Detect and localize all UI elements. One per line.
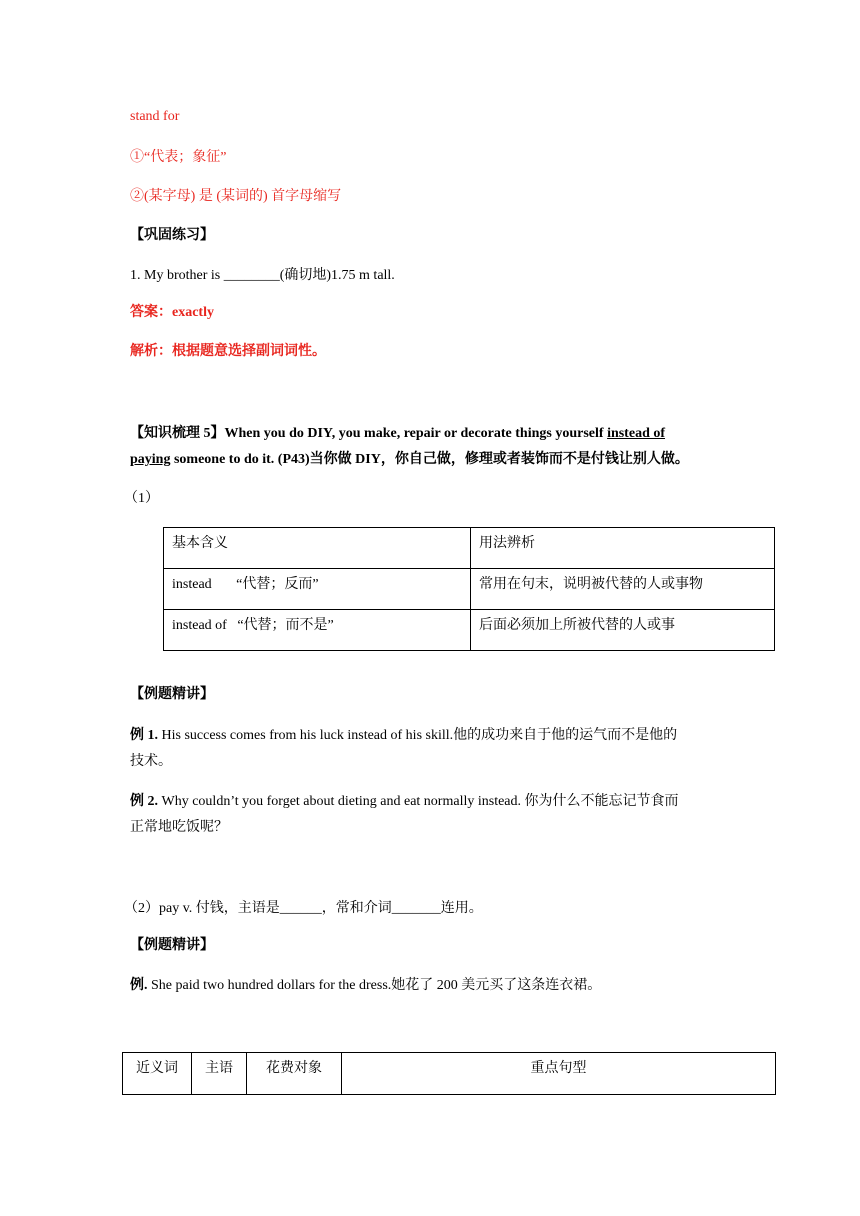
example-2-label: 例 2. [130, 794, 158, 809]
practice-heading: 【巩固练习】 [130, 228, 214, 243]
examples-heading: 【例题精讲】 [130, 687, 214, 702]
practice-answer: 答案：exactly [130, 305, 214, 320]
stand-for-title: stand for [130, 109, 180, 124]
table-header-subject: 主语 [192, 1053, 247, 1095]
instead-usage-table [163, 527, 775, 651]
knowledge-5-translation: someone to do it. (P43)当你做 DIY，你自己做，修理或者装饰而不是付钱让别人做。 [170, 452, 689, 467]
table-header-key-pattern: 重点句型 [342, 1053, 776, 1095]
pay-example [130, 976, 601, 996]
instead-of-underlined: instead of [607, 426, 666, 441]
example-1-text: His success comes from his luck instead of his skill.他的成功来自于他的运气而不是他的 [158, 728, 678, 743]
knowledge-5-intro: 【知识梳理 5】When you do DIY, you make, repair or decorate things yourself [130, 426, 608, 441]
table-cell: instead of “代替；而不是” [164, 610, 471, 651]
example-2-text: Why couldn’t you forget about dieting and eat normally instead. 你为什么不能忘记节食而 [158, 794, 679, 809]
pay-example-label: 例. [130, 978, 148, 993]
table-header-spend-object: 花费对象 [247, 1053, 342, 1095]
knowledge-5-line-1 [130, 424, 665, 444]
pay-examples-heading: 【例题精讲】 [130, 938, 214, 953]
example-1-line-1 [130, 726, 677, 746]
stand-for-meaning-2: ②(某字母) 是 (某词的) 首字母缩写 [130, 189, 342, 204]
practice-question-1: 1. My brother is ________(确切地)1.75 m tall. [130, 268, 395, 283]
example-1-label: 例 1. [130, 728, 158, 743]
knowledge-5-line-2 [130, 450, 689, 470]
stand-for-meaning-1: ①“代表；象征” [130, 150, 227, 165]
pay-usage-line: （2）pay v. 付钱，主语是______，常和介词_______连用。 [124, 901, 483, 916]
table-header-row [164, 528, 775, 569]
part-1-label: （1） [124, 491, 159, 506]
example-1-line-2: 技术。 [130, 754, 172, 769]
example-2-line-1 [130, 792, 679, 812]
paying-underlined: paying [130, 452, 171, 467]
table-header-row [123, 1053, 776, 1095]
table-cell: 后面必须加上所被代替的人或事 [471, 610, 775, 651]
synonyms-table [122, 1052, 776, 1095]
table-cell: 常用在句末，说明被代替的人或事物 [471, 569, 775, 610]
table-header-meaning: 基本含义 [164, 528, 471, 569]
table-row [164, 569, 775, 610]
pay-example-text: She paid two hundred dollars for the dress.她花了 200 美元买了这条连衣裙。 [147, 978, 602, 993]
table-row [164, 610, 775, 651]
table-header-usage: 用法辨析 [471, 528, 775, 569]
table-header-synonym: 近义词 [123, 1053, 192, 1095]
practice-analysis: 解析：根据题意选择副词词性。 [130, 344, 326, 359]
table-cell: instead “代替；反而” [164, 569, 471, 610]
example-2-line-2: 正常地吃饭呢？ [130, 820, 228, 835]
